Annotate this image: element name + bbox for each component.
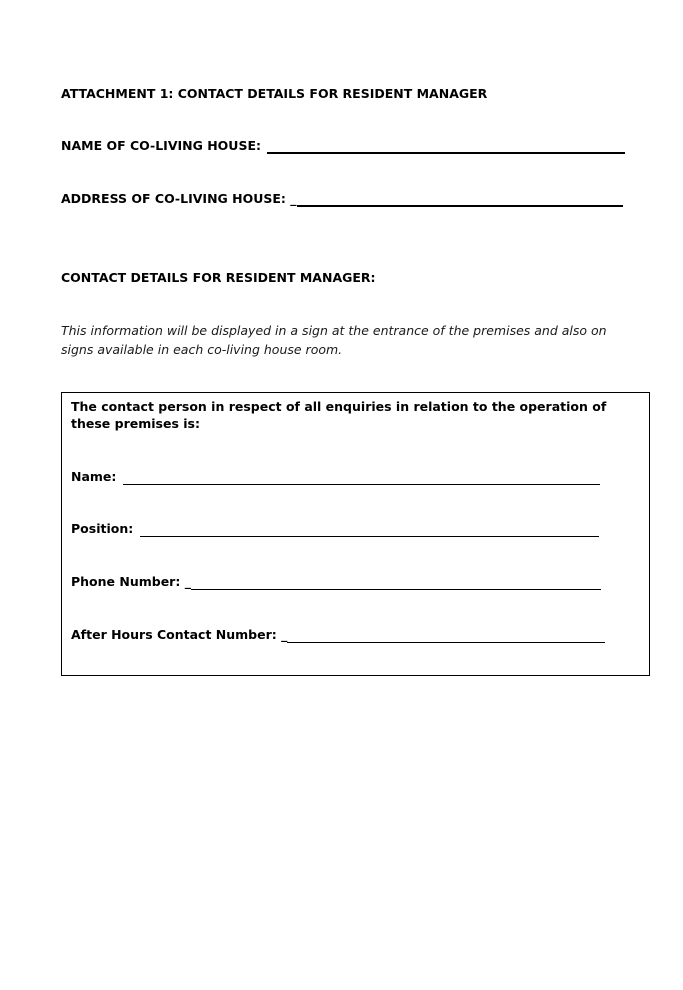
- house-address-label: ADDRESS OF CO-LIVING HOUSE: _: [61, 191, 297, 206]
- house-name-field: [61, 138, 625, 154]
- contact-box-intro: The contact person in respect of all enquiries in relation to the operation of these premises is:: [71, 399, 607, 431]
- after-hours-field: [71, 627, 605, 643]
- phone-number-label: Phone Number: _: [71, 574, 191, 589]
- position-field: [71, 521, 599, 537]
- document-title: ATTACHMENT 1: CONTACT DETAILS FOR RESIDENT MANAGER: [61, 86, 488, 101]
- after-hours-label: After Hours Contact Number: _: [71, 627, 288, 642]
- name-label: Name:: [71, 469, 117, 484]
- phone-number-blank-line[interactable]: [191, 576, 601, 590]
- house-address-blank-line[interactable]: [297, 192, 623, 207]
- contact-person-box: [61, 392, 650, 676]
- display-note: This information will be displayed in a sign at the entrance of the premises and also on signs available in each co-living house room.: [61, 323, 607, 357]
- house-name-label: NAME OF CO-LIVING HOUSE:: [61, 138, 261, 153]
- name-blank-line[interactable]: [123, 471, 600, 485]
- after-hours-blank-line[interactable]: [287, 629, 605, 643]
- phone-number-field: [71, 574, 601, 590]
- position-blank-line[interactable]: [140, 523, 599, 537]
- house-name-blank-line[interactable]: [267, 139, 625, 154]
- position-label: Position:: [71, 521, 134, 536]
- contact-details-heading: CONTACT DETAILS FOR RESIDENT MANAGER:: [61, 270, 376, 285]
- name-field: [71, 469, 600, 485]
- house-address-field: [61, 191, 623, 207]
